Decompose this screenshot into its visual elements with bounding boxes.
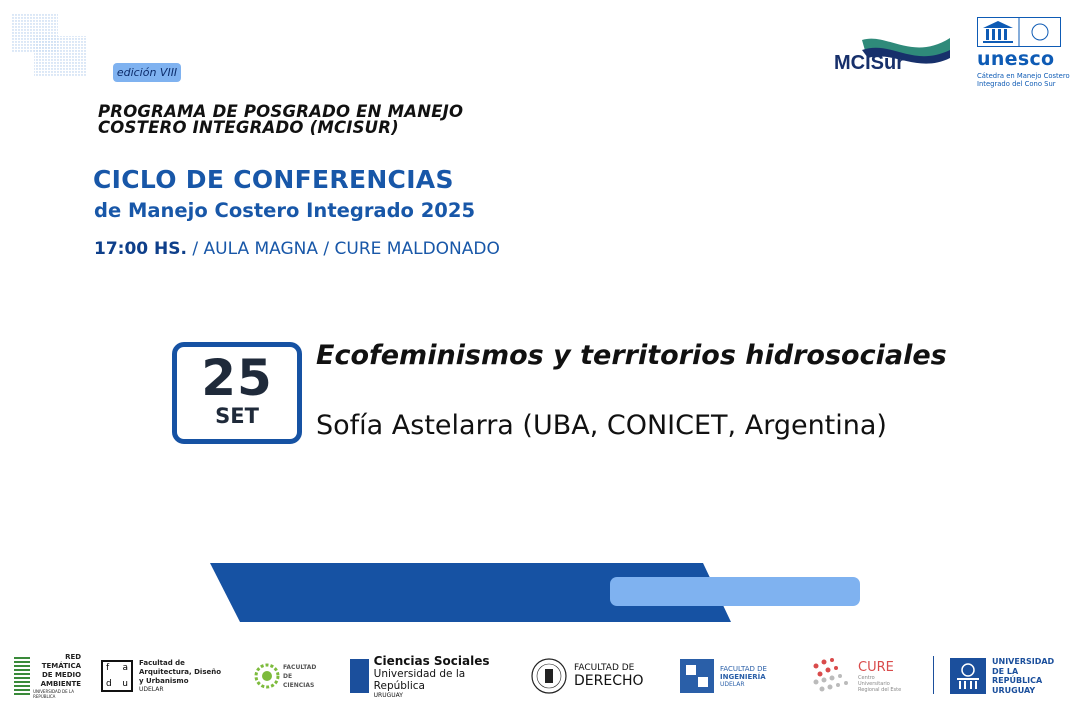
ciencias-sociales-logo: Ciencias Sociales Universidad de la República URUGUAY <box>350 654 510 698</box>
unesco-chair-text: Cátedra en Manejo Costero Integrado del Cono Sur <box>977 72 1070 88</box>
stripes-icon <box>14 657 30 695</box>
derecho-seal-icon <box>530 657 568 695</box>
program-title: PROGRAMA DE POSGRADO EN MANEJO COSTERO INTEGRADO (MCISUR) <box>98 102 464 137</box>
event-venue: / AULA MAGNA / CURE MALDONADO <box>192 239 500 259</box>
sociales-bar-icon <box>350 659 369 693</box>
event-day: 25 <box>201 349 273 407</box>
cycle-title: CICLO DE CONFERENCIAS <box>93 165 454 194</box>
ingenieria-logo: FACULTAD DE INGENIERÍA UDELAR <box>680 654 785 698</box>
unesco-wordmark: unesco <box>977 48 1055 70</box>
mcisur-logo <box>832 32 954 76</box>
ingenieria-icon <box>680 659 714 693</box>
udelar-building-icon <box>950 658 986 694</box>
mcisur-wordmark: MCISur <box>834 52 904 74</box>
cycle-subtitle: de Manejo Costero Integrado 2025 <box>94 199 476 222</box>
fadu-logo: f a d u Facultad de Arquitectura, Diseño y Urbanismo UDELAR <box>101 654 231 698</box>
talk-title: Ecofeminismos y territorios hidrosociales <box>316 340 947 371</box>
derecho-logo: FACULTAD DE DERECHO <box>530 654 645 698</box>
ciencias-flower-icon <box>254 663 280 689</box>
udelar-logo: UNIVERSIDAD DE LA REPÚBLICA URUGUAY <box>950 654 1075 698</box>
decorative-dot-grid <box>12 14 86 76</box>
fadu-square-icon: f a d u <box>101 660 133 692</box>
time-venue <box>94 239 500 259</box>
event-time: 17:00 HS. <box>94 239 187 259</box>
footer-divider <box>933 656 934 694</box>
decorative-band <box>0 560 1080 624</box>
ciencias-logo: FACULTAD DE CIENCIAS <box>254 654 324 698</box>
cure-dots-icon <box>810 656 854 696</box>
event-month: SET <box>215 404 259 428</box>
unesco-emblem <box>977 17 1061 47</box>
cure-logo: CURE Centro Universitario Regional del Este <box>810 654 910 698</box>
red-medio-ambiente-logo: RED TEMÁTICA DE MEDIO AMBIENTE UNIVERSIDAD DE LA REPÚBLICA <box>14 654 84 698</box>
date-box <box>172 342 302 444</box>
speaker-name: Sofía Astelarra (UBA, CONICET, Argentina) <box>316 410 887 441</box>
edition-badge: edición VIII <box>113 63 181 82</box>
